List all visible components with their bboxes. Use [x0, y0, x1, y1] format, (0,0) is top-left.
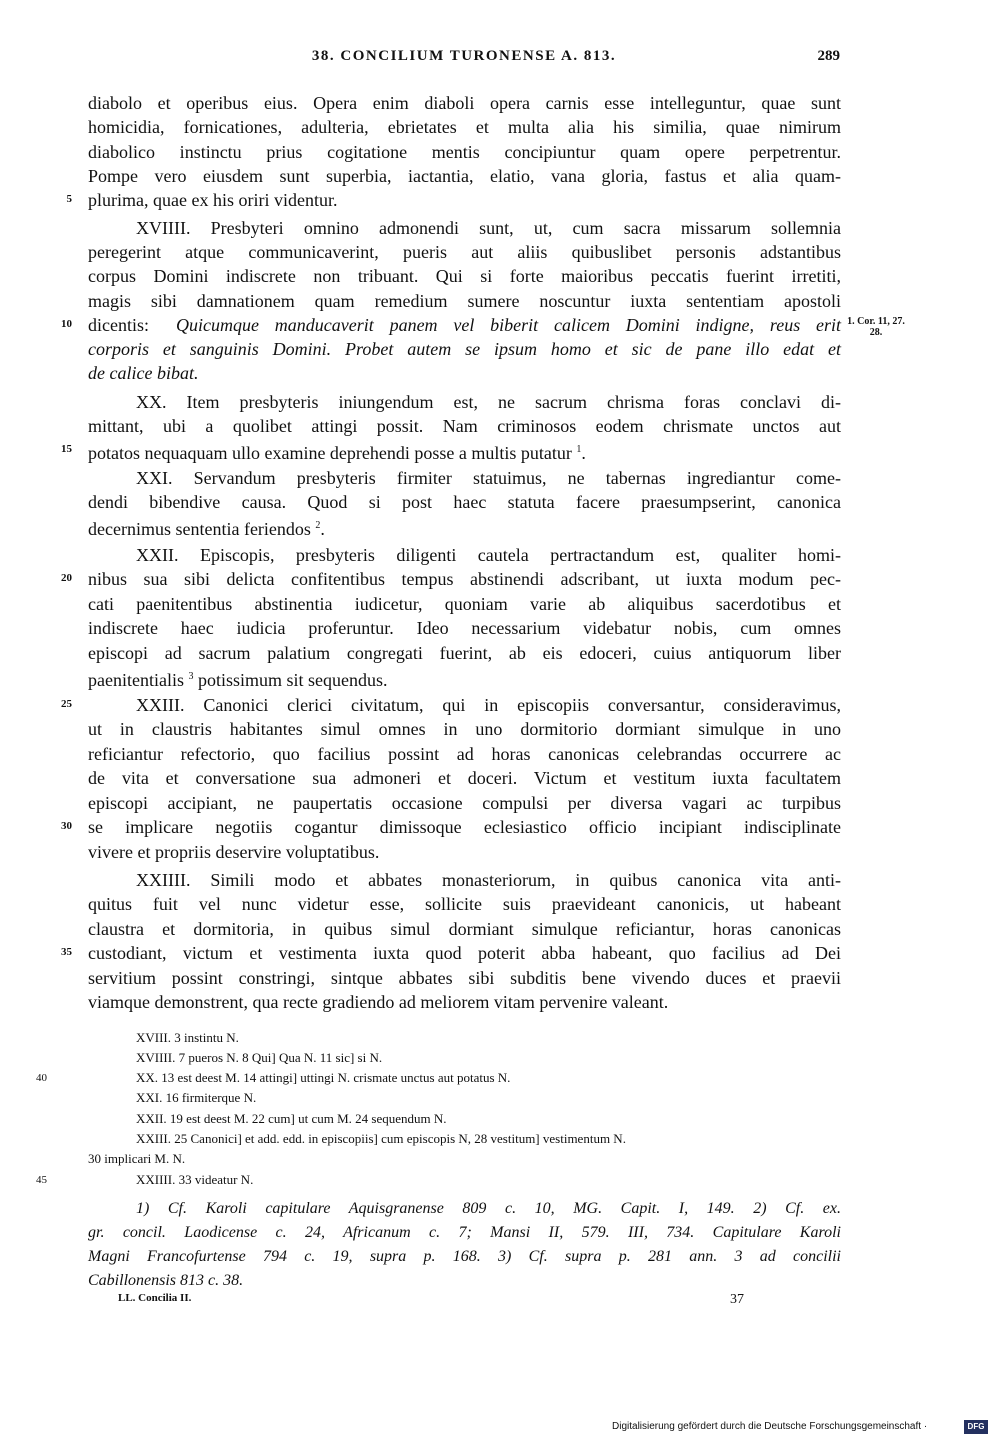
line-number: 25	[61, 698, 72, 710]
variant-line: XVIIII. 7 pueros N. 8 Qui] Qua N. 11 sic] si N.	[136, 1050, 383, 1065]
body-line: XX. Item presbyteris iniungendum est, ne sacrum chrisma foras conclavi di-	[136, 392, 841, 412]
body-line: XXI. Servandum presbyteris firmiter statuimus, ne tabernas ingrediantur come-	[136, 468, 841, 488]
variant-line: 30 implicari M. N.	[88, 1151, 186, 1166]
body-line: servitium possint constringi, sintque abbates sibi subditis bene vivendo duces et praevii	[88, 968, 841, 988]
body-line: vivere et propriis deservire voluptatibus.	[88, 842, 380, 862]
variant-line: XXI. 16 firmiterque N.	[136, 1090, 257, 1105]
variant-line: XX. 13 est deest M. 14 attingi] uttingi N. crismate unctus aut potatus N.	[136, 1070, 511, 1085]
body-line: XVIIII. Presbyteri omnino admonendi sunt, ut, cum sacra missarum sollemnia	[136, 218, 841, 238]
footnote-line: Cabillonensis 813 c. 38.	[88, 1272, 244, 1289]
body-line: peregerint atque communicaverint, pueris aut aliis quibuslibet personis adstantibus	[88, 242, 841, 262]
body-line: claustra et dormitoria, in quibus simul dormiant simulque reficiantur, horas canonicas	[88, 919, 841, 939]
body-line: plurima, quae ex his oriri videntur.	[88, 190, 338, 210]
variant-line: XVIII. 3 instintu N.	[136, 1030, 239, 1045]
body-line: corpus Domini indiscrete non tribuant. Qui si forte maioribus peccatis fuerint irretiti,	[88, 266, 841, 286]
line-number: 20	[61, 572, 72, 584]
line-number: 5	[66, 193, 72, 205]
footnote-mark: 1	[576, 444, 582, 455]
body-line: dicentis:	[88, 315, 149, 335]
line-number: 30	[61, 820, 72, 832]
page-number: 289	[817, 48, 840, 64]
running-title: 38. CONCILIUM TURONENSE A. 813.	[311, 48, 617, 64]
body-line: cati paenitentibus abstinentia iudicetur, quoniam varie ab aliquibus sacerdotibus et	[88, 594, 841, 614]
margin-reference: 1. Cor. 11, 27. 28.	[847, 316, 905, 338]
sheet-number: 37	[730, 1292, 744, 1307]
line-number: 45	[36, 1174, 47, 1186]
body-line: diabolico instinctu prius cogitatione mentis concipiuntur quam opere perpetrentur.	[88, 142, 841, 162]
body-line: decernimus sententia feriendos $^2$.	[88, 519, 325, 539]
body-line: homicidia, fornicationes, adulteria, ebrietates et multa alia his similia, quae nimirum	[88, 117, 841, 137]
body-line: diabolo et operibus eius. Opera enim diaboli opera carnis esse intelleguntur, quae sunt	[88, 93, 841, 113]
body-line: episcopi accipiant, ne paupertatis occasione compulsi per diversa vagari ac turpibus	[88, 793, 841, 813]
body-line: reficiantur refectorio, quo facilius possint ad horas canonicas celebrandas occurrere ac	[88, 744, 841, 764]
body-line: dendi bibendive causa. Quod si post haec statuta facere praesumpserint, canonica	[88, 492, 841, 512]
variant-line: XXIII. 25 Canonici] et add. edd. in episcopiis] cum episcopis N, 28 vestitum] vestimentum N.	[136, 1131, 626, 1146]
body-line: indiscrete haec iudicia proferuntur. Ideo necessarium videbatur nobis, cum omnes	[88, 618, 841, 638]
footnote-line: 1) Cf. Karoli capitulare Aquisgranense 809 c. 10, MG. Capit. I, 149. 2) Cf. ex.	[136, 1200, 841, 1217]
body-line: XXIII. Canonici clerici civitatum, qui in episcopiis conversantur, consideravimus,	[136, 695, 841, 715]
variant-line: XXIIII. 33 videatur N.	[136, 1172, 254, 1187]
digitization-credit: Digitalisierung gefördert durch die Deutsche Forschungsgemeinschaft ·	[612, 1421, 928, 1432]
footnote-line: Magni Francofurtense 794 c. 19, supra p. 168. 3) Cf. supra p. 281 ann. 3 ad concilii	[88, 1248, 841, 1265]
body-line: custodiant, victum et vestimenta iuxta quod poterit abba habeant, quo facilius ad Dei	[88, 943, 841, 963]
body-line: ut in claustris habitantes simul omnes in uno dormitorio dormiant simulque in uno	[88, 719, 841, 739]
body-line: se implicare negotiis cogantur dimissoque eclesiastico officio incipiant indisciplinate	[88, 817, 841, 837]
body-line: XXII. Episcopis, presbyteris diligenti cautela pertractandum est, qualiter homi-	[136, 545, 841, 565]
body-line: quitus fuit vel nunc videtur esse, sollicite suis praevideant canonicis, ut habeant	[88, 894, 841, 914]
body-line: episcopi ad sacrum palatium congregati fuerint, ab eis edoceri, cuius antiquorum liber	[88, 643, 841, 663]
footnote-mark: 2	[315, 520, 321, 531]
line-number: 15	[61, 443, 72, 455]
body-line: nibus sua sibi delicta confitentibus tempus abstinendi adscribant, ut iuxta modum pec-	[88, 569, 841, 589]
page-header	[88, 48, 840, 72]
body-line: mittant, ubi a quolibet attingi possit. Nam criminosos eodem chrismate unctos aut	[88, 416, 841, 436]
body-line: XXIIII. Simili modo et abbates monasteriorum, in quibus canonica vita anti-	[136, 870, 841, 890]
body-line: paenitentialis $^3$ potissimum sit sequendus.	[88, 670, 388, 690]
footnote-line: gr. concil. Laodicense c. 24, Africanum c. 7; Mansi II, 579. III, 734. Capitulare Karoli	[88, 1224, 841, 1241]
body-line: potatos nequaquam ullo examine deprehendi posse a multis putatur $^1$.	[88, 443, 586, 463]
scripture-quote: Quicumque manducaverit panem vel biberit calicem Domini indigne, reus erit	[176, 315, 841, 335]
line-number: 10	[61, 318, 72, 330]
dfg-logo-icon: DFG	[964, 1420, 988, 1434]
line-number: 40	[36, 1072, 47, 1084]
signature-mark: LL. Concilia II.	[118, 1292, 192, 1304]
body-line: magis sibi damnationem quam remedium sumere noscuntur iuxta sententiam apostoli	[88, 291, 841, 311]
scripture-quote: corporis et sanguinis Domini. Probet autem se ipsum homo et sic de pane illo edat et	[88, 339, 841, 359]
body-line: viamque demonstrent, qua recte gradiendo ad meliorem vitam pervenire valeant.	[88, 992, 669, 1012]
variant-line: XXII. 19 est deest M. 22 cum] ut cum M. 24 sequendum N.	[136, 1111, 447, 1126]
body-line: de vita et conversatione sua admoneri et doceri. Victum et vestitum iuxta facultatem	[88, 768, 841, 788]
scripture-quote: de calice bibat.	[88, 363, 199, 383]
line-number: 35	[61, 946, 72, 958]
body-line: Pompe vero eiusdem sunt superbia, iactantia, elatio, vana gloria, fastus et alia quam-	[88, 166, 841, 186]
footnote-mark: 3	[188, 671, 194, 682]
